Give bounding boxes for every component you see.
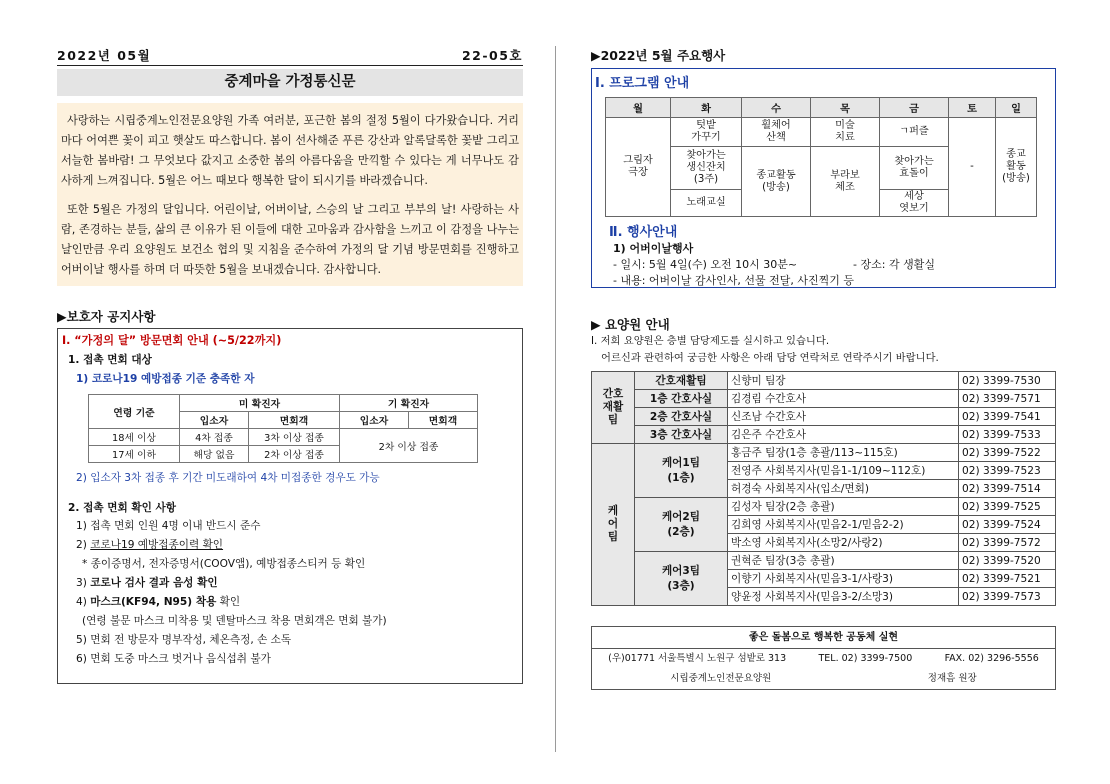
team-name: 3층 간호사실 [635, 426, 728, 444]
footer-address: (우)01771 서울특별시 노원구 섬밭로 313 [608, 653, 787, 664]
day-thu: 목 [811, 98, 880, 118]
check-item-6: 6) 면회 도중 마스크 벗거나 음식섭취 불가 [76, 653, 271, 665]
contact-tel: 02) 3399-7573 [959, 588, 1056, 606]
program-fri-1: ㄱ퍼즐 [880, 118, 949, 147]
vaccination-table [88, 394, 478, 463]
care-intro-2: 어르신과 관련하여 궁금한 사항은 아래 담당 연락처로 연락주시기 바랍니다. [601, 352, 939, 364]
event-line-2: - 내용: 어버이날 감사인사, 선물 전달, 사진찍기 등 [613, 274, 855, 287]
day-tue: 화 [671, 98, 742, 118]
day-mon: 월 [606, 98, 671, 118]
item-number: 3) [76, 577, 91, 589]
care-group: 케 어 팀 [592, 444, 635, 606]
footer-head: 정재흠 원장 [927, 673, 977, 684]
program-sun: 종교 활동 (방송) [996, 118, 1037, 217]
guardian-notice-heading: ▶보호자 공지사항 [57, 309, 156, 324]
event-title: Ⅱ. 행사안내 [609, 225, 678, 240]
issue-header [57, 46, 523, 66]
contact-person: 허경숙 사회복지사(입소/면회) [728, 480, 959, 498]
program-mon: 그림자 극장 [606, 118, 671, 217]
check-item-4-note: (연령 불문 마스크 미착용 및 덴탈마스크 착용 면회객은 면회 불가) [82, 615, 387, 627]
left-column [57, 46, 523, 684]
program-fri-3: 세상 엿보기 [880, 190, 949, 217]
footer-contact-row [592, 649, 1055, 669]
check-item-5: 5) 면회 전 방문자 명부작성, 체온측정, 손 소독 [76, 634, 292, 646]
table-cell: 해당 없음 [180, 446, 249, 463]
contact-tel: 02) 3399-7521 [959, 570, 1056, 588]
contact-person: 박소영 사회복지사(소망2/사랑2) [728, 534, 959, 552]
program-table [605, 97, 1037, 217]
visit-notice-title: Ⅰ. “가정의 달” 방문면회 안내 (~5/22까지) [62, 334, 282, 347]
team-name: 1층 간호사실 [635, 390, 728, 408]
visit-check-heading: 2. 접촉 면회 확인 사항 [68, 502, 177, 514]
letter-paragraph-2: 또한 5월은 가정의 달입니다. 어린이날, 어버이날, 스승의 날 그리고 부부의 날! 사랑하는 사람, 존경하는 분들, 삶의 큰 이유가 된 이들에 대한 고마움과 감사함을 느끼고 이 감정을 나누는 날인만큼 우리 요양원도 보건소 협의 및 지침을 준수하여 가정의 달 기념 방문면회를 진행하고 어버이날 행사를 하며 더 따뜻한 5월을 보내겠습니다. 감사합니다. [61, 203, 519, 276]
program-wed-1: 휠체어 산책 [742, 118, 811, 147]
program-box [591, 68, 1056, 288]
day-fri: 금 [880, 98, 949, 118]
check-item-4 [62, 595, 515, 610]
contact-person: 홍금주 팀장(1층 총괄/113~115호) [728, 444, 959, 462]
header-visitor-confirmed: 면회객 [409, 412, 478, 429]
day-sun: 일 [996, 98, 1037, 118]
contact-tel: 02) 3399-7514 [959, 480, 1056, 498]
contact-tel: 02) 3399-7520 [959, 552, 1056, 570]
contact-tel: 02) 3399-7533 [959, 426, 1056, 444]
team-name: 간호재활팀 [635, 372, 728, 390]
table-cell: 2차 이상 접종 [249, 446, 340, 463]
program-title: Ⅰ. 프로그램 안내 [595, 76, 690, 91]
table-cell: 4차 접종 [180, 429, 249, 446]
footer-org: 시립중계노인전문요양원 [670, 673, 772, 684]
footer-slogan: 좋은 돌봄으로 행복한 공동체 실현 [592, 627, 1055, 649]
contact-tel: 02) 3399-7541 [959, 408, 1056, 426]
footer-org-row [592, 669, 1055, 689]
contact-person: 신조남 수간호사 [728, 408, 959, 426]
contact-person: 김경림 수간호사 [728, 390, 959, 408]
team-name: 2층 간호사실 [635, 408, 728, 426]
table-cell: 3차 이상 접종 [249, 429, 340, 446]
contact-person: 김은주 수간호사 [728, 426, 959, 444]
header-confirmed: 기 확진자 [340, 395, 478, 412]
contact-person: 신향미 팀장 [728, 372, 959, 390]
program-tue-3: 노래교실 [671, 190, 742, 217]
check-item-2-note: * 종이증명서, 전자증명서(COOV앱), 예방접종스티커 등 확인 [82, 558, 366, 570]
program-fri-2: 찾아가는 효돌이 [880, 147, 949, 190]
contact-person: 전영주 사회복지사(믿음1-1/109~112호) [728, 462, 959, 480]
table-cell: 17세 이하 [89, 446, 180, 463]
program-wed-2: 종교활동 (방송) [742, 147, 811, 217]
check-item-1: 1) 접촉 면회 인원 4명 이내 반드시 준수 [76, 520, 261, 532]
care-team-name: 케어3팀 (3층) [635, 552, 728, 606]
header-age: 연령 기준 [89, 395, 180, 429]
contact-tel: 02) 3399-7524 [959, 516, 1056, 534]
footer-box [591, 626, 1056, 690]
vaccination-note: 2) 입소자 3차 접종 후 기간 미도래하여 4차 미접종한 경우도 가능 [76, 472, 380, 484]
care-heading: ▶ 요양원 안내 [591, 317, 670, 332]
program-sat: - [949, 118, 996, 217]
contact-tel: 02) 3399-7571 [959, 390, 1056, 408]
contact-tel: 02) 3399-7530 [959, 372, 1056, 390]
header-unconfirmed: 미 확진자 [180, 395, 340, 412]
contact-person: 김성자 팀장(2층 총괄) [728, 498, 959, 516]
contact-tel: 02) 3399-7572 [959, 534, 1056, 552]
care-team-name: 케어2팀 (2층) [635, 498, 728, 552]
contact-table [591, 371, 1056, 606]
events-heading: ▶2022년 5월 주요행사 [591, 48, 726, 63]
check-item-3 [62, 576, 515, 591]
issue-date: 2022년 05월 [57, 48, 152, 63]
check-item-4-bold: 마스크(KF94, N95) 착용 [90, 596, 217, 608]
program-thu-1: 미술 치료 [811, 118, 880, 147]
column-divider [555, 46, 556, 752]
contact-person: 이향기 사회복지사(믿음3-1/사랑3) [728, 570, 959, 588]
program-tue-2: 찾아가는 생신잔치 (3주) [671, 147, 742, 190]
issue-number: 22-05호 [461, 48, 523, 63]
right-column [591, 46, 1056, 690]
page-title: 중계마을 가정통신문 [57, 69, 523, 96]
check-item-3-text: 코로나 검사 결과 음성 확인 [90, 577, 218, 589]
guardian-notice-box [57, 328, 523, 684]
footer-fax: FAX. 02) 3296-5556 [944, 653, 1039, 664]
contact-person: 김희영 사회복지사(믿음2-1/믿음2-2) [728, 516, 959, 534]
contact-tel: 02) 3399-7523 [959, 462, 1056, 480]
contact-tel: 02) 3399-7525 [959, 498, 1056, 516]
check-item-2-text: 코로나19 예방접종이력 확인 [90, 539, 224, 551]
item-number: 2) [76, 539, 91, 551]
event-subtitle: 1) 어버이날행사 [613, 242, 694, 255]
vaccination-criteria-heading: 1) 코로나19 예방접종 기준 충족한 자 [76, 373, 255, 385]
header-visitor: 면회객 [249, 412, 340, 429]
care-intro-1: Ⅰ. 저희 요양원은 층별 담당제도를 실시하고 있습니다. [591, 335, 830, 347]
day-sat: 토 [949, 98, 996, 118]
footer-tel: TEL. 02) 3399-7500 [818, 653, 913, 664]
day-wed: 수 [742, 98, 811, 118]
event-line-1: - 일시: 5월 4일(수) 오전 10시 30분~ - 장소: 각 생활실 [613, 258, 935, 271]
contact-person: 양윤정 사회복지사(믿음3-2/소망3) [728, 588, 959, 606]
check-item-4-post: 확인 [216, 596, 241, 608]
nursing-group: 간호 재활 팀 [592, 372, 635, 444]
program-tue-1: 텃밭 가꾸기 [671, 118, 742, 147]
care-team-name: 케어1팀 (1층) [635, 444, 728, 498]
letter-paragraph-1: 사랑하는 시립중계노인전문요양원 가족 여러분, 포근한 봄의 절정 5월이 다가왔습니다. 거리마다 어여쁜 꽃이 피고 햇살도 따스합니다. 봄이 선사해준 푸른 강산과 알록달록한 꽃밭 그리고 서늘한 봄바람! 그 무엇보다 값지고 소중한 봄의 아름다움을 만끽할 수 있다는 게 너무나도 감사하게 느껴집니다. 5월은 어느 때보다 행복한 달이 되시기를 바라겠습니다. [61, 114, 519, 187]
check-item-2 [62, 538, 515, 553]
header-resident: 입소자 [180, 412, 249, 429]
table-cell: 2차 이상 접종 [340, 429, 478, 463]
header-resident-confirmed: 입소자 [340, 412, 409, 429]
item-number: 4) [76, 596, 91, 608]
contact-tel: 02) 3399-7522 [959, 444, 1056, 462]
table-cell: 18세 이상 [89, 429, 180, 446]
contact-visit-target-heading: 1. 접촉 면회 대상 [68, 354, 152, 366]
program-thu-2: 부라보 체조 [811, 147, 880, 217]
greeting-letter [57, 103, 523, 286]
contact-person: 권혁준 팀장(3층 총괄) [728, 552, 959, 570]
